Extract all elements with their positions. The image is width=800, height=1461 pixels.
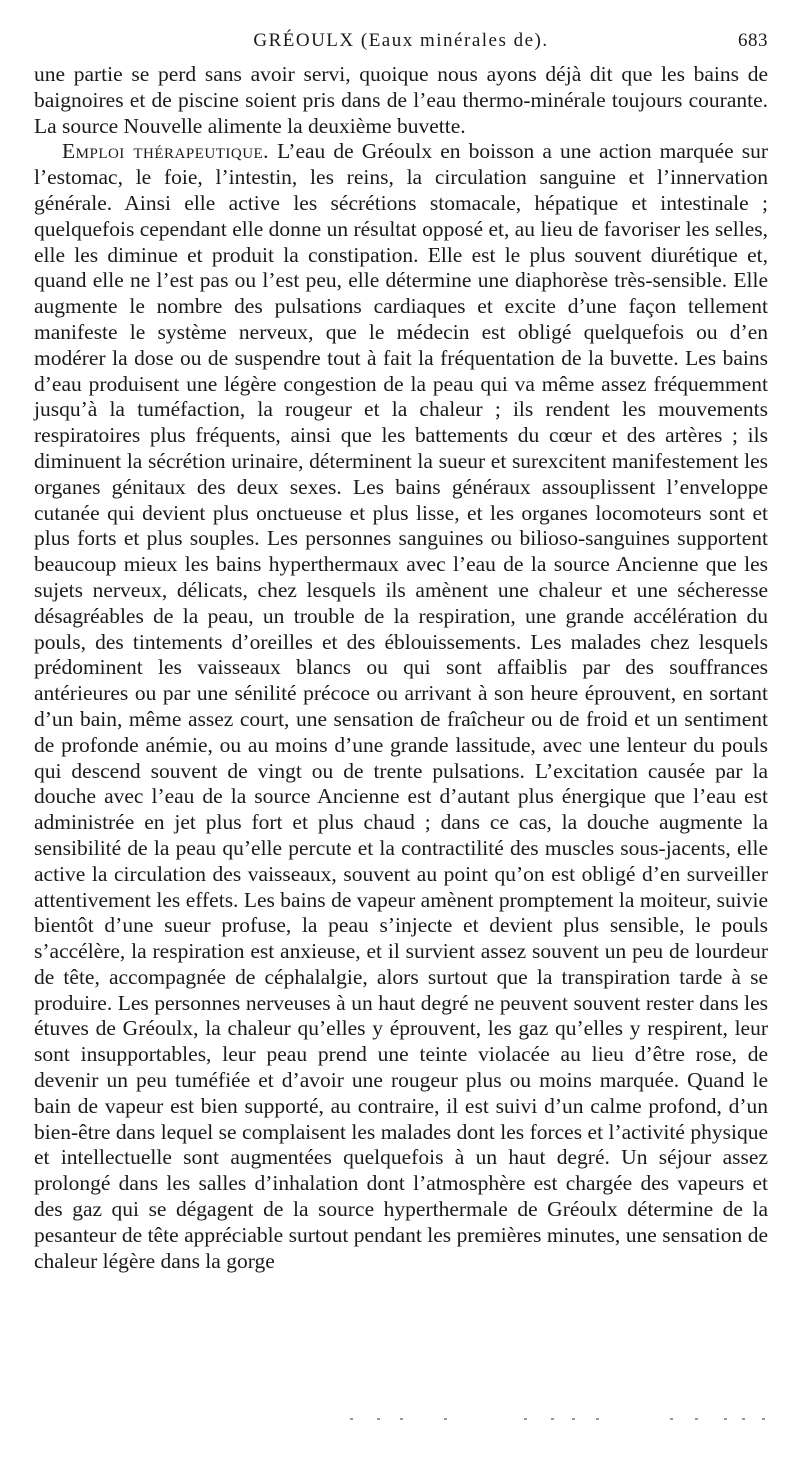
- paragraph-continuation: une partie se perd sans avoir servi, quoique nous ayons déjà dit que les bains de baignoires et de piscine soient pris dans de l’eau thermo-minérale toujours courante. La source Nouvelle alimente la deuxième buvette.: [34, 62, 768, 138]
- running-title: GRÉOULX (Eaux minérales de).: [253, 30, 549, 51]
- paragraph-therapeutic-use: [34, 139, 768, 1274]
- scan-specks: [350, 1418, 770, 1424]
- body-text: [34, 62, 768, 1274]
- page-number: 683: [738, 30, 768, 51]
- paragraph-therapeutic-text: L’eau de Gréoulx en boisson a une action marquée sur l’estomac, le foie, l’intestin, les reins, la circulation sanguine et l’innervation générale. Ainsi elle active les sécrétions stomacale, hépatique et intestinale ; quelquefois cependant elle donne un résultat opposé et, au lieu de favoriser les selles, elle les diminue et produit la constipation. Elle est le plus souvent diurétique et, quand elle ne l’est pas ou l’est peu, elle détermine une diaphorèse très-sensible. Elle augmente le nombre des pulsations cardiaques et excite d’une façon tellement manifeste le système nerveux, que le médecin est obligé quelquefois ou d’en modérer la dose ou de suspendre tout à fait la fréquentation de la buvette. Les bains d’eau produisent une légère congestion de la peau qui va même assez fréquemment jusqu’à la tuméfaction, la rougeur et la chaleur ; ils rendent les mouvements respiratoires plus fréquents, ainsi que les battements du cœur et des artères ; ils diminuent la sécrétion urinaire, déterminent la sueur et surexcitent manifestement les organes génitaux des deux sexes. Les bains généraux assouplissent l’enveloppe cutanée qui devient plus onctueuse et plus lisse, et les organes locomoteurs sont et plus forts et plus souples. Les personnes sanguines ou bilioso-sanguines supportent beaucoup mieux les bains hyperthermaux avec l’eau de la source Ancienne que les sujets nerveux, délicats, chez lesquels ils amènent une chaleur et une sécheresse désagréables de la peau, un trouble de la respiration, une grande accélération du pouls, des tintements d’oreilles et des éblouissements. Les malades chez lesquels prédominent les vaisseaux blancs ou qui sont affaiblis par des souffrances antérieures ou par une sénilité précoce ou arrivant à son heure éprouvent, en sortant d’un bain, même assez court, une sensation de fraîcheur ou de froid et un sentiment de profonde anémie, ou au moins d’une grande lassitude, avec une lenteur du pouls qui descend souvent de vingt ou de trente pulsations. L’excitation causée par la douche avec l’eau de la source Ancienne est d’autant plus énergique que l’eau est administrée en jet plus fort et plus chaud ; dans ce cas, la douche augmente la sensibilité de la peau qu’elle percute et la contractilité des muscles sous-jacents, elle active la circulation des vaisseaux, souvent au point qu’on est obligé d’en surveiller attentivement les effets. Les bains de vapeur amènent promptement la moiteur, suivie bientôt d’une sueur profuse, la peau s’injecte et devient plus sensible, le pouls s’accélère, la respiration est anxieuse, et il survient assez souvent un peu de lourdeur de tête, accompagnée de céphalalgie, alors surtout que la transpiration tarde à se produire. Les personnes nerveuses à un haut degré ne peuvent souvent rester dans les étuves de Gréoulx, la chaleur qu’elles y éprouvent, les gaz qu’elles y respirent, leur sont insupportables, leur peau prend une teinte violacée au lieu d’être rose, de devenir un peu tuméfiée et d’avoir une rougeur plus ou moins marquée. Quand le bain de vapeur est bien supporté, au contraire, il est suivi d’un calme profond, d’un bien-être dans lequel se complaisent les malades dont les forces et l’activité physique et intellectuelle sont augmentées quelquefois à un haut degré. Un séjour assez prolongé dans les salles d’inhalation dont l’atmosphère est chargée des vapeurs et des gaz qui se dégagent de la source hyperthermale de Gréoulx détermine de la pesanteur de tête appréciable surtout pendant les premières minutes, une sensation de chaleur légère dans la gorge: [34, 139, 768, 1273]
- section-lead-heading: Emploi thérapeutique.: [62, 139, 270, 164]
- running-head: [34, 30, 768, 60]
